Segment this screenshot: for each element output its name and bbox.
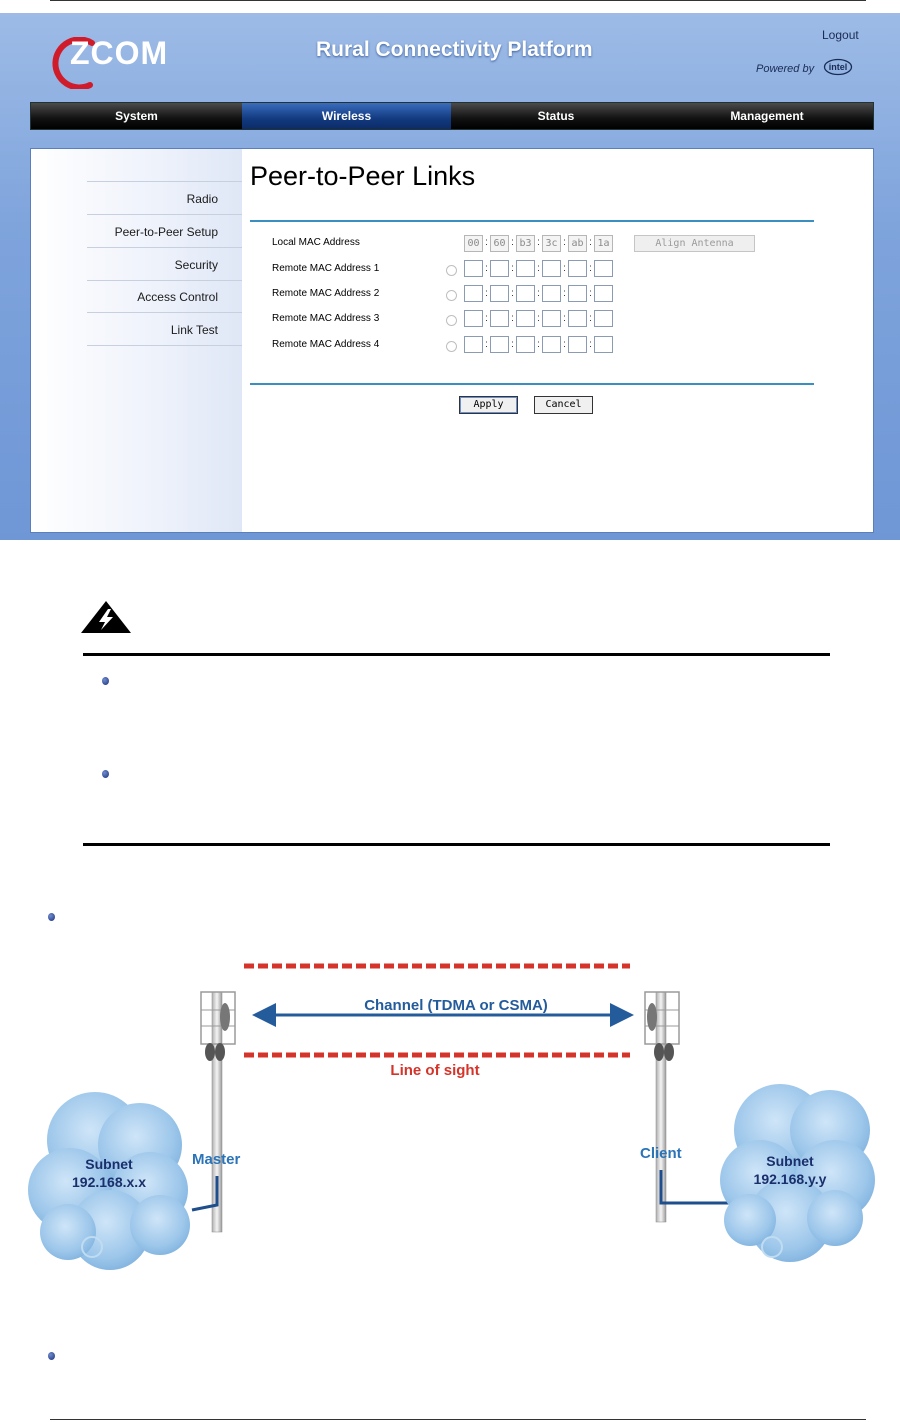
bullet-icon	[48, 1352, 55, 1360]
warning-lightning-icon	[80, 600, 132, 634]
mac-colon: :	[589, 263, 592, 274]
mac-colon: :	[511, 288, 514, 299]
remote-mac-4-label: Remote MAC Address 4	[272, 339, 380, 350]
local-mac-label: Local MAC Address	[272, 237, 360, 248]
remote-mac-3-label: Remote MAC Address 3	[272, 313, 380, 324]
remote-mac-2-octet-4[interactable]	[542, 285, 561, 302]
remote-mac-1-octet-6[interactable]	[594, 260, 613, 277]
local-mac-octet-2: 60	[490, 235, 509, 252]
sidebar-divider	[87, 345, 242, 346]
remote-mac-4-octet-2[interactable]	[490, 336, 509, 353]
remote-mac-4-octet-4[interactable]	[542, 336, 561, 353]
sidebar-item-radio[interactable]: Radio	[186, 192, 218, 206]
mac-colon: :	[537, 237, 540, 248]
intel-logo-icon	[823, 58, 853, 76]
apply-button[interactable]: Apply	[459, 396, 518, 414]
remote-mac-3-octet-5[interactable]	[568, 310, 587, 327]
mac-colon: :	[589, 237, 592, 248]
remote-mac-3-octet-6[interactable]	[594, 310, 613, 327]
master-label: Master	[192, 1151, 241, 1168]
remote-mac-4-octet-5[interactable]	[568, 336, 587, 353]
sidebar-divider	[87, 312, 242, 313]
remote-mac-1-octet-1[interactable]	[464, 260, 483, 277]
peer-to-peer-diagram	[0, 930, 900, 1290]
mac-colon: :	[537, 288, 540, 299]
mac-colon: :	[563, 313, 566, 324]
mac-colon: :	[485, 313, 488, 324]
mac-colon: :	[563, 288, 566, 299]
cancel-button[interactable]: Cancel	[534, 396, 593, 414]
remote-mac-2-octet-1[interactable]	[464, 285, 483, 302]
nav-tab-wireless[interactable]: Wireless	[242, 103, 451, 129]
form-divider	[250, 383, 814, 385]
remote-mac-1-label: Remote MAC Address 1	[272, 263, 380, 274]
remote-mac-3-octet-1[interactable]	[464, 310, 483, 327]
web-ui-screenshot	[0, 13, 900, 540]
bullet-icon	[102, 677, 109, 685]
sidebar-divider	[87, 280, 242, 281]
align-antenna-button[interactable]: Align Antenna	[634, 235, 755, 252]
mac-colon: :	[563, 263, 566, 274]
channel-label: Channel (TDMA or CSMA)	[364, 997, 548, 1014]
remote-mac-2-label: Remote MAC Address 2	[272, 288, 380, 299]
mac-colon: :	[485, 339, 488, 350]
mac-colon: :	[485, 237, 488, 248]
nav-tab-management[interactable]: Management	[730, 109, 804, 123]
note-box-bottom-rule	[83, 843, 830, 846]
remote-mac-1-octet-5[interactable]	[568, 260, 587, 277]
remote-mac-3-radio[interactable]	[446, 315, 457, 326]
page-top-rule	[50, 0, 866, 1]
note-box-top-rule	[83, 653, 830, 656]
remote-mac-2-radio[interactable]	[446, 290, 457, 301]
local-mac-octet-5: ab	[568, 235, 587, 252]
mac-colon: :	[537, 263, 540, 274]
sidebar-menu	[31, 149, 242, 532]
sidebar-divider	[87, 247, 242, 248]
mac-colon: :	[485, 288, 488, 299]
remote-mac-1-radio[interactable]	[446, 265, 457, 276]
sidebar-item-peer-to-peer-setup[interactable]: Peer-to-Peer Setup	[114, 225, 218, 239]
bullet-icon	[102, 770, 109, 778]
mac-colon: :	[511, 313, 514, 324]
mac-colon: :	[563, 339, 566, 350]
logo-text: ZCOM	[70, 35, 169, 71]
mac-colon: :	[589, 288, 592, 299]
client-label: Client	[640, 1145, 682, 1162]
mac-colon: :	[511, 237, 514, 248]
local-mac-octet-4: 3c	[542, 235, 561, 252]
line-of-sight-label: Line of sight	[390, 1062, 480, 1079]
top-navigation	[30, 102, 874, 130]
local-mac-octet-6: 1a	[594, 235, 613, 252]
remote-mac-2-octet-5[interactable]	[568, 285, 587, 302]
left-subnet-address: 192.168.x.x	[72, 1174, 146, 1190]
mac-colon: :	[511, 263, 514, 274]
logout-link[interactable]: Logout	[822, 28, 859, 42]
remote-mac-4-octet-1[interactable]	[464, 336, 483, 353]
app-title: Rural Connectivity Platform	[316, 38, 593, 61]
content-panel	[30, 148, 874, 533]
remote-mac-1-octet-4[interactable]	[542, 260, 561, 277]
remote-mac-2-octet-6[interactable]	[594, 285, 613, 302]
powered-by-text: Powered by	[756, 63, 815, 75]
local-mac-octet-1: 00	[464, 235, 483, 252]
sidebar-item-access-control[interactable]: Access Control	[137, 290, 218, 304]
nav-tab-system[interactable]: System	[115, 109, 158, 123]
mac-colon: :	[537, 339, 540, 350]
mac-colon: :	[485, 263, 488, 274]
mac-colon: :	[589, 339, 592, 350]
nav-tab-status[interactable]: Status	[537, 109, 575, 123]
page-title: Peer-to-Peer Links	[250, 161, 476, 191]
local-mac-octet-3: b3	[516, 235, 535, 252]
sidebar-item-link-test[interactable]: Link Test	[170, 323, 218, 337]
remote-mac-1-octet-2[interactable]	[490, 260, 509, 277]
remote-mac-4-octet-3[interactable]	[516, 336, 535, 353]
mac-colon: :	[511, 339, 514, 350]
sidebar-item-security[interactable]: Security	[174, 258, 218, 272]
right-subnet-address: 192.168.y.y	[753, 1171, 827, 1187]
remote-mac-3-octet-2[interactable]	[490, 310, 509, 327]
sidebar-divider	[87, 181, 242, 182]
page-bottom-rule	[50, 1419, 866, 1420]
remote-mac-4-radio[interactable]	[446, 341, 457, 352]
remote-mac-2-octet-2[interactable]	[490, 285, 509, 302]
mac-colon: :	[537, 313, 540, 324]
intel-logo-text: intel	[828, 62, 848, 72]
sidebar-divider	[87, 214, 242, 215]
mac-colon: :	[589, 313, 592, 324]
bullet-icon	[48, 913, 55, 921]
right-subnet-title: Subnet	[766, 1153, 814, 1169]
mac-colon: :	[563, 237, 566, 248]
title-divider	[250, 220, 814, 222]
remote-mac-3-octet-3[interactable]	[516, 310, 535, 327]
remote-mac-4-octet-6[interactable]	[594, 336, 613, 353]
left-subnet-title: Subnet	[85, 1156, 133, 1172]
remote-mac-3-octet-4[interactable]	[542, 310, 561, 327]
remote-mac-2-octet-3[interactable]	[516, 285, 535, 302]
remote-mac-1-octet-3[interactable]	[516, 260, 535, 277]
